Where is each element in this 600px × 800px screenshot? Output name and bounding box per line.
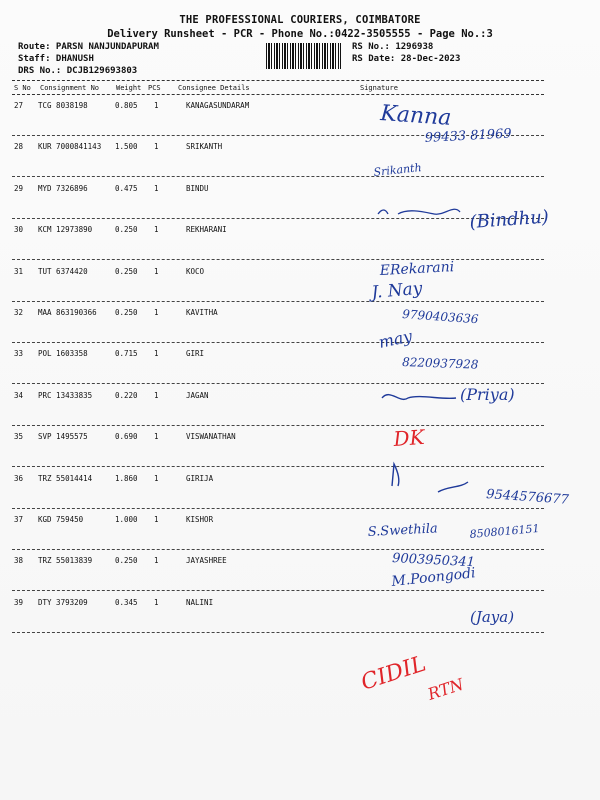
row-weight: 0.475 [115, 183, 138, 193]
row-pcs: 1 [154, 183, 159, 193]
signature-bindhu: (Bindhu) [468, 206, 550, 233]
row-sno: 28 [14, 142, 24, 152]
row-pcs: 1 [154, 473, 159, 483]
row-weight: 0.345 [115, 597, 138, 607]
row-consignee: GIRIJA [186, 473, 214, 483]
col-consignee: Consignee Details [178, 84, 250, 92]
row-weight: 1.000 [115, 515, 138, 524]
row-consignment-no: PRC 13433835 [38, 390, 93, 400]
signature-swethila-phone: 8508016151 [469, 521, 540, 541]
row-weight: 0.250 [115, 556, 138, 566]
row-consignment-no: POL 1603358 [38, 349, 88, 359]
row-sno: 37 [14, 515, 24, 524]
signature-poongodi: M.Poongodi [390, 565, 477, 590]
row-weight: 1.500 [115, 142, 138, 152]
row-weight: 0.805 [115, 101, 138, 110]
row-sno: 35 [14, 432, 24, 442]
row-sno: 34 [14, 390, 24, 400]
signature-may-phone: 8220937928 [401, 355, 479, 372]
signature-erekarani: ERekarani [379, 259, 455, 279]
signature-may: may [376, 326, 414, 352]
signature-viswanathan-phone: 9544576677 [485, 487, 570, 508]
document-title: THE PROFESSIONAL COURIERS, COIMBATORE [179, 14, 421, 26]
signature-priya: (Priya) [460, 385, 515, 404]
drs-number: DRS No.: DCJB129693803 [18, 66, 138, 76]
row-weight: 0.690 [115, 432, 138, 442]
signature-jaya: (Jaya) [470, 608, 515, 626]
row-sno: 27 [14, 101, 24, 110]
row-consignee: JAYASHREE [186, 556, 227, 566]
row-consignee: REKHARANI [186, 225, 227, 235]
row-weight: 1.860 [115, 473, 138, 483]
row-consignment-no: KCM 12973890 [38, 225, 93, 235]
row-consignee: JAGAN [186, 390, 209, 400]
row-weight: 0.250 [115, 308, 138, 317]
rs-date: RS Date: 28-Dec-2023 [352, 54, 461, 64]
row-pcs: 1 [154, 225, 159, 235]
row-consignment-no: SVP 1495575 [38, 432, 88, 442]
signature-bindu-scribble [378, 209, 460, 214]
row-pcs: 1 [154, 349, 159, 359]
row-sno: 33 [14, 349, 24, 359]
row-consignee: KOCO [186, 266, 205, 276]
row-pcs: 1 [154, 432, 159, 442]
row-sno: 30 [14, 225, 24, 235]
signature-cidil: CIDIL [358, 651, 430, 696]
signature-priya-stroke [382, 395, 456, 400]
row-pcs: 1 [154, 597, 159, 607]
signature-srikanth: Srikanth [372, 161, 423, 179]
row-weight: 0.250 [115, 266, 138, 276]
row-consignment-no: KUR 7000841143 [38, 142, 102, 152]
signature-viswanathan-stroke [392, 464, 468, 492]
row-consignment-no: KGD 759450 [38, 515, 84, 524]
row-pcs: 1 [154, 515, 159, 524]
row-consignment-no: MAA 863190366 [38, 308, 97, 317]
row-consignment-no: DTY 3793209 [38, 597, 88, 607]
row-sno: 29 [14, 183, 24, 193]
row-consignment-no: MYD 7326896 [38, 183, 88, 193]
row-weight: 0.250 [115, 225, 138, 235]
rs-number: RS No.: 1296938 [352, 42, 434, 52]
signature-dk: DK [392, 424, 426, 451]
row-sno: 39 [14, 597, 24, 607]
row-sno: 38 [14, 556, 24, 566]
row-consignee: SRIKANTH [186, 142, 223, 152]
document-subtitle: Delivery Runsheet - PCR - Phone No.:0422-3505555 - Page No.:3 [107, 28, 493, 40]
row-sno: 36 [14, 473, 24, 483]
col-weight: Weight [116, 84, 142, 92]
row-consignment-no: TRZ 55014414 [38, 473, 93, 483]
signature-jnay: J. Nay [370, 278, 424, 303]
row-weight: 0.220 [115, 390, 138, 400]
row-consignee: NALINI [186, 597, 214, 607]
row-consignee: KANAGASUNDARAM [186, 101, 250, 110]
row-consignee: KAVITHA [186, 308, 218, 317]
col-signature: Signature [360, 84, 398, 92]
route-label: Route: PARSN NANJUNDAPURAM [18, 42, 159, 52]
row-sno: 32 [14, 308, 24, 317]
row-consignee: BINDU [186, 183, 209, 193]
row-sno: 31 [14, 266, 24, 276]
row-consignment-no: TRZ 55013839 [38, 556, 93, 566]
staff-label: Staff: DHANUSH [18, 54, 94, 64]
row-consignment-no: TUT 6374420 [38, 266, 88, 276]
row-consignment-no: TCG 8038198 [38, 101, 88, 110]
row-consignee: VISWANATHAN [186, 432, 236, 442]
row-pcs: 1 [154, 266, 159, 276]
row-pcs: 1 [154, 308, 159, 317]
signature-jnay-phone: 9790403636 [401, 307, 479, 327]
signature-rtn: RTN [425, 674, 466, 704]
row-pcs: 1 [154, 101, 159, 110]
signature-kanna-phone: 99433 81969 [424, 126, 512, 146]
signature-swethila: S.Swethila [367, 521, 439, 540]
signature-kanna: Kanna [379, 101, 453, 131]
signature-kishor-phone: 9003950341 [391, 551, 476, 571]
row-pcs: 1 [154, 556, 159, 566]
row-pcs: 1 [154, 142, 159, 152]
col-pcs: PCS [148, 84, 161, 92]
row-weight: 0.715 [115, 349, 138, 359]
row-pcs: 1 [154, 390, 159, 400]
col-sno: S No [14, 84, 31, 92]
col-consignment: Consignment No [40, 84, 100, 92]
row-consignee: GIRI [186, 349, 205, 359]
row-consignee: KISHOR [186, 515, 214, 524]
